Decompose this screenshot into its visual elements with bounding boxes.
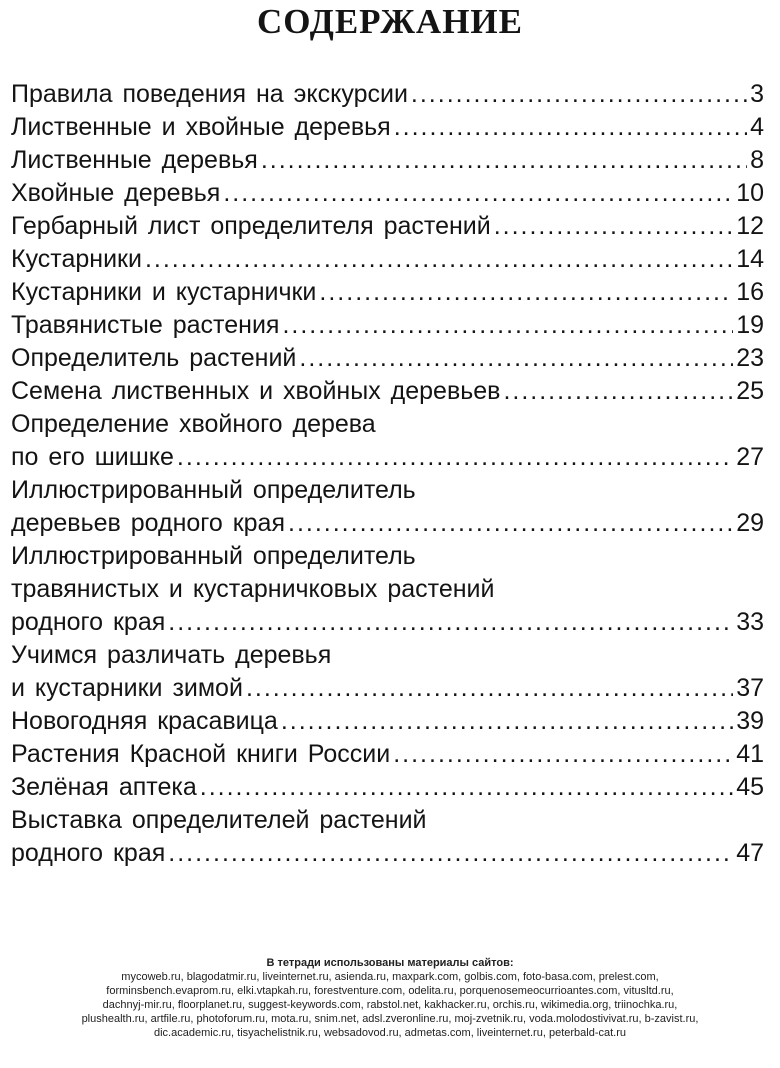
toc-page-number: 23	[736, 344, 764, 372]
toc-entry-title-line: Травянистые растения	[11, 311, 280, 339]
toc-entry[interactable]	[11, 639, 764, 705]
dot-leader	[261, 144, 747, 177]
toc-entry[interactable]	[11, 144, 764, 177]
dot-leader	[393, 738, 733, 771]
toc-entry[interactable]	[11, 276, 764, 309]
toc-entry-title-line: деревьев родного края	[11, 509, 285, 537]
dot-leader	[411, 78, 747, 111]
toc-page-number: 8	[750, 146, 764, 174]
toc-entry-row	[11, 705, 764, 738]
toc-page-number: 10	[736, 179, 764, 207]
dot-leader	[200, 771, 733, 804]
toc-entry-row	[11, 276, 764, 309]
credits-line: plushealth.ru, artfile.ru, photoforum.ru, mota.ru, snim.net, adsl.zveronline.ru, moj-zvetnik.ru, voda.molodostivivat.ru, b-zavist.ru,	[81, 1013, 699, 1025]
toc-entry[interactable]	[11, 474, 764, 540]
toc-entry-title-line: Гербарный лист определителя растений	[11, 212, 491, 240]
toc-entry-row	[11, 441, 764, 474]
toc-page-number: 3	[750, 80, 764, 108]
toc-entry-row	[11, 672, 764, 705]
toc-entry-title-line: Хвойные деревья	[11, 179, 221, 207]
toc-entry-row	[11, 738, 764, 771]
toc-entry-row	[11, 309, 764, 342]
dot-leader	[394, 111, 747, 144]
dot-leader	[223, 177, 733, 210]
credits-heading: В тетради использованы материалы сайтов:	[266, 957, 514, 969]
toc-entry-row	[11, 177, 764, 210]
toc-entry-title-line: Семена лиственных и хвойных деревьев	[11, 377, 501, 405]
table-of-contents	[11, 78, 764, 870]
dot-leader	[246, 672, 733, 705]
toc-entry-row	[11, 210, 764, 243]
toc-page-number: 19	[736, 311, 764, 339]
toc-entry-title-line: травянистых и кустарничковых растений	[11, 575, 495, 603]
toc-entry[interactable]	[11, 78, 764, 111]
dot-leader	[282, 309, 733, 342]
toc-entry[interactable]	[11, 771, 764, 804]
credits-line: dic.academic.ru, tisyachelistnik.ru, websadovod.ru, admetas.com, liveinternet.ru, peterbald-cat.ru	[154, 1027, 626, 1039]
credits-line: forminsbench.evaprom.ru, elki.vtapkah.ru, forestventure.com, odelita.ru, porquenosemeocurrioantes.com, vitusltd.ru,	[106, 985, 674, 997]
toc-page-number: 27	[736, 443, 764, 471]
toc-entry[interactable]	[11, 804, 764, 870]
toc-entry-title-line: Выставка определителей растений	[11, 806, 427, 834]
toc-entry-title-line: Растения Красной книги России	[11, 740, 391, 768]
dot-leader	[168, 606, 733, 639]
toc-entry-row	[11, 507, 764, 540]
dot-leader	[177, 441, 733, 474]
toc-entry-title-line: и кустарники зимой	[11, 674, 243, 702]
credits-line: mycoweb.ru, blagodatmir.ru, liveinternet.ru, asienda.ru, maxpark.com, golbis.com, foto-basa.com, prelest.com,	[121, 971, 659, 983]
dot-leader	[494, 210, 733, 243]
toc-entry-title-line: Определение хвойного дерева	[11, 410, 376, 438]
toc-entry-title-line: родного края	[11, 839, 166, 867]
toc-entry-title-line: Новогодняя красавица	[11, 707, 278, 735]
toc-entry-title-line: Правила поведения на экскурсии	[11, 80, 408, 108]
toc-entry[interactable]	[11, 738, 764, 771]
toc-entry[interactable]	[11, 243, 764, 276]
toc-entry[interactable]	[11, 111, 764, 144]
toc-entry-row	[11, 837, 764, 870]
toc-entry-title-line: Зелёная аптека	[11, 773, 197, 801]
toc-page-number: 33	[736, 608, 764, 636]
toc-entry-title-line: Лиственные деревья	[11, 146, 258, 174]
toc-entry[interactable]	[11, 177, 764, 210]
dot-leader	[319, 276, 733, 309]
dot-leader	[299, 342, 733, 375]
toc-entry[interactable]	[11, 375, 764, 408]
toc-entry[interactable]	[11, 705, 764, 738]
toc-entry-row	[11, 144, 764, 177]
toc-entry-title-line: Определитель растений	[11, 344, 297, 372]
toc-entry[interactable]	[11, 342, 764, 375]
toc-entry-title-line: Иллюстрированный определитель	[11, 542, 416, 570]
toc-entry[interactable]	[11, 540, 764, 639]
toc-entry-row	[11, 771, 764, 804]
toc-entry-title-line: Лиственные и хвойные деревья	[11, 113, 391, 141]
toc-page-number: 47	[736, 839, 764, 867]
toc-entry[interactable]	[11, 210, 764, 243]
sources-credits	[0, 956, 780, 1040]
toc-page-number: 37	[736, 674, 764, 702]
toc-entry-title-line: Иллюстрированный определитель	[11, 476, 416, 504]
toc-page-number: 45	[736, 773, 764, 801]
toc-entry[interactable]	[11, 309, 764, 342]
toc-entry-title-line: по его шишке	[11, 443, 174, 471]
toc-entry-row	[11, 243, 764, 276]
toc-page-number: 16	[736, 278, 764, 306]
credits-line: dachnyj-mir.ru, floorplanet.ru, suggest-keywords.com, rabstol.net, kakhacker.ru, orchis.ru, wikimedia.org, triinochka.ru,	[102, 999, 678, 1011]
toc-entry-row	[11, 111, 764, 144]
toc-entry-row	[11, 606, 764, 639]
toc-entry-row	[11, 375, 764, 408]
dot-leader	[145, 243, 733, 276]
toc-page-number: 39	[736, 707, 764, 735]
toc-entry-title-line: Кустарники и кустарнички	[11, 278, 317, 306]
toc-page-number: 14	[736, 245, 764, 273]
toc-page-number: 4	[750, 113, 764, 141]
toc-entry-title-line: Учимся различать деревья	[11, 641, 332, 669]
dot-leader	[288, 507, 733, 540]
toc-page-number: 25	[736, 377, 764, 405]
toc-entry-title-line: Кустарники	[11, 245, 142, 273]
toc-entry-row	[11, 342, 764, 375]
toc-page-number: 12	[736, 212, 764, 240]
toc-page-number: 41	[736, 740, 764, 768]
dot-leader	[168, 837, 733, 870]
toc-entry-title-line: родного края	[11, 608, 166, 636]
toc-page-number: 29	[736, 509, 764, 537]
page-title: СОДЕРЖАНИЕ	[256, 2, 523, 41]
toc-entry[interactable]	[11, 408, 764, 474]
dot-leader	[281, 705, 733, 738]
dot-leader	[503, 375, 733, 408]
toc-entry-row	[11, 78, 764, 111]
